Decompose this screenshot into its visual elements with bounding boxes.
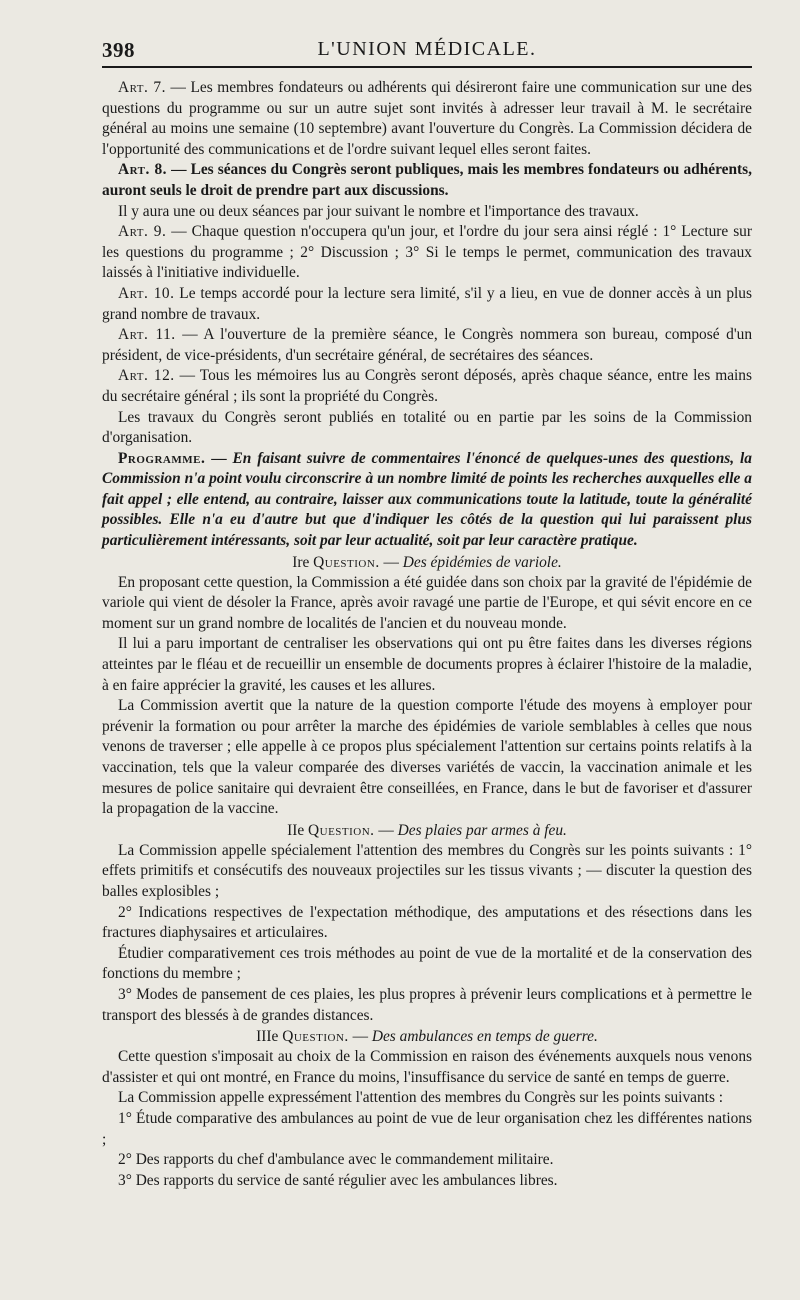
article-9 [102,222,752,284]
article-10-text: Le temps accordé pour la lecture sera limité, s'il y a lieu, en vue de donner accès à un plus grand nombre de travaux. [102,284,752,323]
page-number: 398 [102,38,135,62]
page-header [102,36,752,68]
article-8-label: Art. 8. [118,161,167,179]
question-3-paragraph: 2° Des rapports du chef d'ambulance avec le commandement militaire. [118,1151,554,1169]
question-2-paragraph: Étudier comparativement ces trois méthodes au point de vue de la mortalité et de la conservation des fonctions du membre ; [102,944,752,983]
article-9-label: Art. 9. [118,223,167,241]
article-12 [102,366,752,407]
question-3-number: IIIe [256,1028,283,1046]
article-12-text: — Tous les mémoires lus au Congrès seront déposés, après chaque séance, entre les mains du secrétaire général ; ils sont la propriété du Congrès. [102,367,752,405]
article-12-continuation: Les travaux du Congrès seront publiés en totalité ou en partie par les soins de la Commission d'organisation. [102,408,752,447]
question-1-title: Des épidémies de variole. [402,553,562,571]
article-7 [102,78,752,160]
question-2-number: IIe [287,821,309,839]
question-3-paragraph: 1° Étude comparative des ambulances au point de vue de leur organisation chez les différentes nations ; [102,1109,752,1148]
question-1-paragraph: La Commission avertit que la nature de la question comporte l'étude des moyens à employer pour prévenir la formation ou pour arrêter la marche des épidémies de variole semblables à celles que nous venons de traverser ; elle appelle à ce propos plus spécialement l'attention sur certains points relatifs à la vaccination, tels que la valeur comparée des diverses variétés de vaccin, la vaccination animale et les mesures de police sanitaire qui devraient être conseillées, en France, dans le but de favoriser et d'assurer la propagation de la vaccine. [102,697,752,818]
article-11 [102,325,752,366]
question-3-paragraph: Cette question s'imposait au choix de la Commission en raison des événements auxquels nous venons d'assister et qui ont montré, en France du moins, l'insuffisance du service de santé en temps de guerre. [102,1048,752,1086]
article-9-text: — Chaque question n'occupera qu'un jour, et l'ordre du jour sera ainsi réglé : 1° Lecture sur les questions du programme ; 2° Discussion ; 3° Si le temps le permet, communication des travaux laissés à l'initiative individuelle. [102,223,753,282]
question-3-paragraph: La Commission appelle expressément l'attention des membres du Congrès sur les points suivants : [118,1089,724,1107]
question-3-dash: — [348,1028,372,1046]
question-1-number: Ire [292,553,314,571]
programme-text: En faisant suivre de commentaires l'énoncé de quelques-unes des questions, la Commission n'a point voulu circonscrire à un nombre limité de points les recherches auxquelles elle a fait appel ; elle entend, au contraire, laisser aux communications toute la latitude, toute la généralité possibles. Elle n'a eu d'autre but que d'indiquer les côtés de la question qui lui paraissent plus particulièrement intéressants, soit par leur actualité, soit par leur caractère pratique. [102,449,752,550]
question-2-paragraph: La Commission appelle spécialement l'attention des membres du Congrès sur les points suivants : 1° effets primitifs et consécutifs des nouveaux projectiles sur les tissus vivants ; — discuter la question des balles explosibles ; [102,841,752,900]
article-8 [102,160,752,201]
question-2-heading [102,820,752,841]
question-3-label: Question. [282,1028,349,1046]
article-8-continuation: Il y aura une ou deux séances par jour suivant le nombre et l'importance des travaux. [118,202,639,220]
question-2-label: Question. [308,821,375,839]
question-2-paragraph: 2° Indications respectives de l'expectation méthodique, des amputations et des résections dans les fractures diaphysaires et articulaires. [102,903,752,942]
article-11-label: Art. 11. [118,326,176,344]
article-8-text: — Les séances du Congrès seront publiques, mais les membres fondateurs ou adhérents, auront seuls le droit de prendre part aux discussions. [102,161,753,199]
article-11-text: — A l'ouverture de la première séance, le Congrès nommera son bureau, composé d'un président, de vice-présidents, d'un secrétaire général, de secrétaires des séances. [102,326,753,364]
article-10 [102,284,752,325]
article-12-label: Art. 12. [118,367,175,385]
question-3-title: Des ambulances en temps de guerre. [371,1028,598,1046]
programme-intro [102,449,752,552]
question-3-heading [102,1026,752,1047]
article-10-label: Art. 10. [118,284,175,302]
question-3-paragraph: 3° Des rapports du service de santé régulier avec les ambulances libres. [118,1171,558,1189]
question-1-heading [102,552,752,573]
question-1-paragraph: En proposant cette question, la Commission a été guidée dans son choix par la gravité de l'épidémie de variole qui vient de désoler la France, après avoir ravagé une partie de l'Europe, et qui sévit encore en ce moment sur un grand nombre de localités de l'ancien et du nouveau monde. [102,573,752,632]
question-2-paragraph: 3° Modes de pansement de ces plaies, les plus propres à prévenir leurs complications et à permettre le transport des blessés à de grandes distances. [102,985,752,1024]
question-1-label: Question. [313,553,380,571]
programme-label: Programme. [118,449,206,467]
article-7-label: Art. 7. [118,79,166,96]
journal-title: L'UNION MÉDICALE. [317,38,537,60]
question-2-dash: — [374,821,398,839]
question-2-title: Des plaies par armes à feu. [397,821,567,839]
programme-dash: — [205,449,233,467]
question-1-dash: — [379,553,403,571]
article-7-text: — Les membres fondateurs ou adhérents qui désireront faire une communication sur une des questions du programme ou sur un autre sujet sont invités à adresser leur travail à M. le secrétaire général au moins une semaine (10 septembre) avant l'ouverture du Congrès. La Commission décidera de l'opportunité des communications et de l'ordre suivant lequel elles seront faites. [102,79,753,158]
question-1-paragraph: Il lui a paru important de centraliser les observations qui ont pu être faites dans les diverses régions atteintes par le fléau et de recueillir un ensemble de documents propres à éclairer l'histoire de la maladie, à en faire apprécier la gravité, les causes et les allures. [102,635,752,694]
